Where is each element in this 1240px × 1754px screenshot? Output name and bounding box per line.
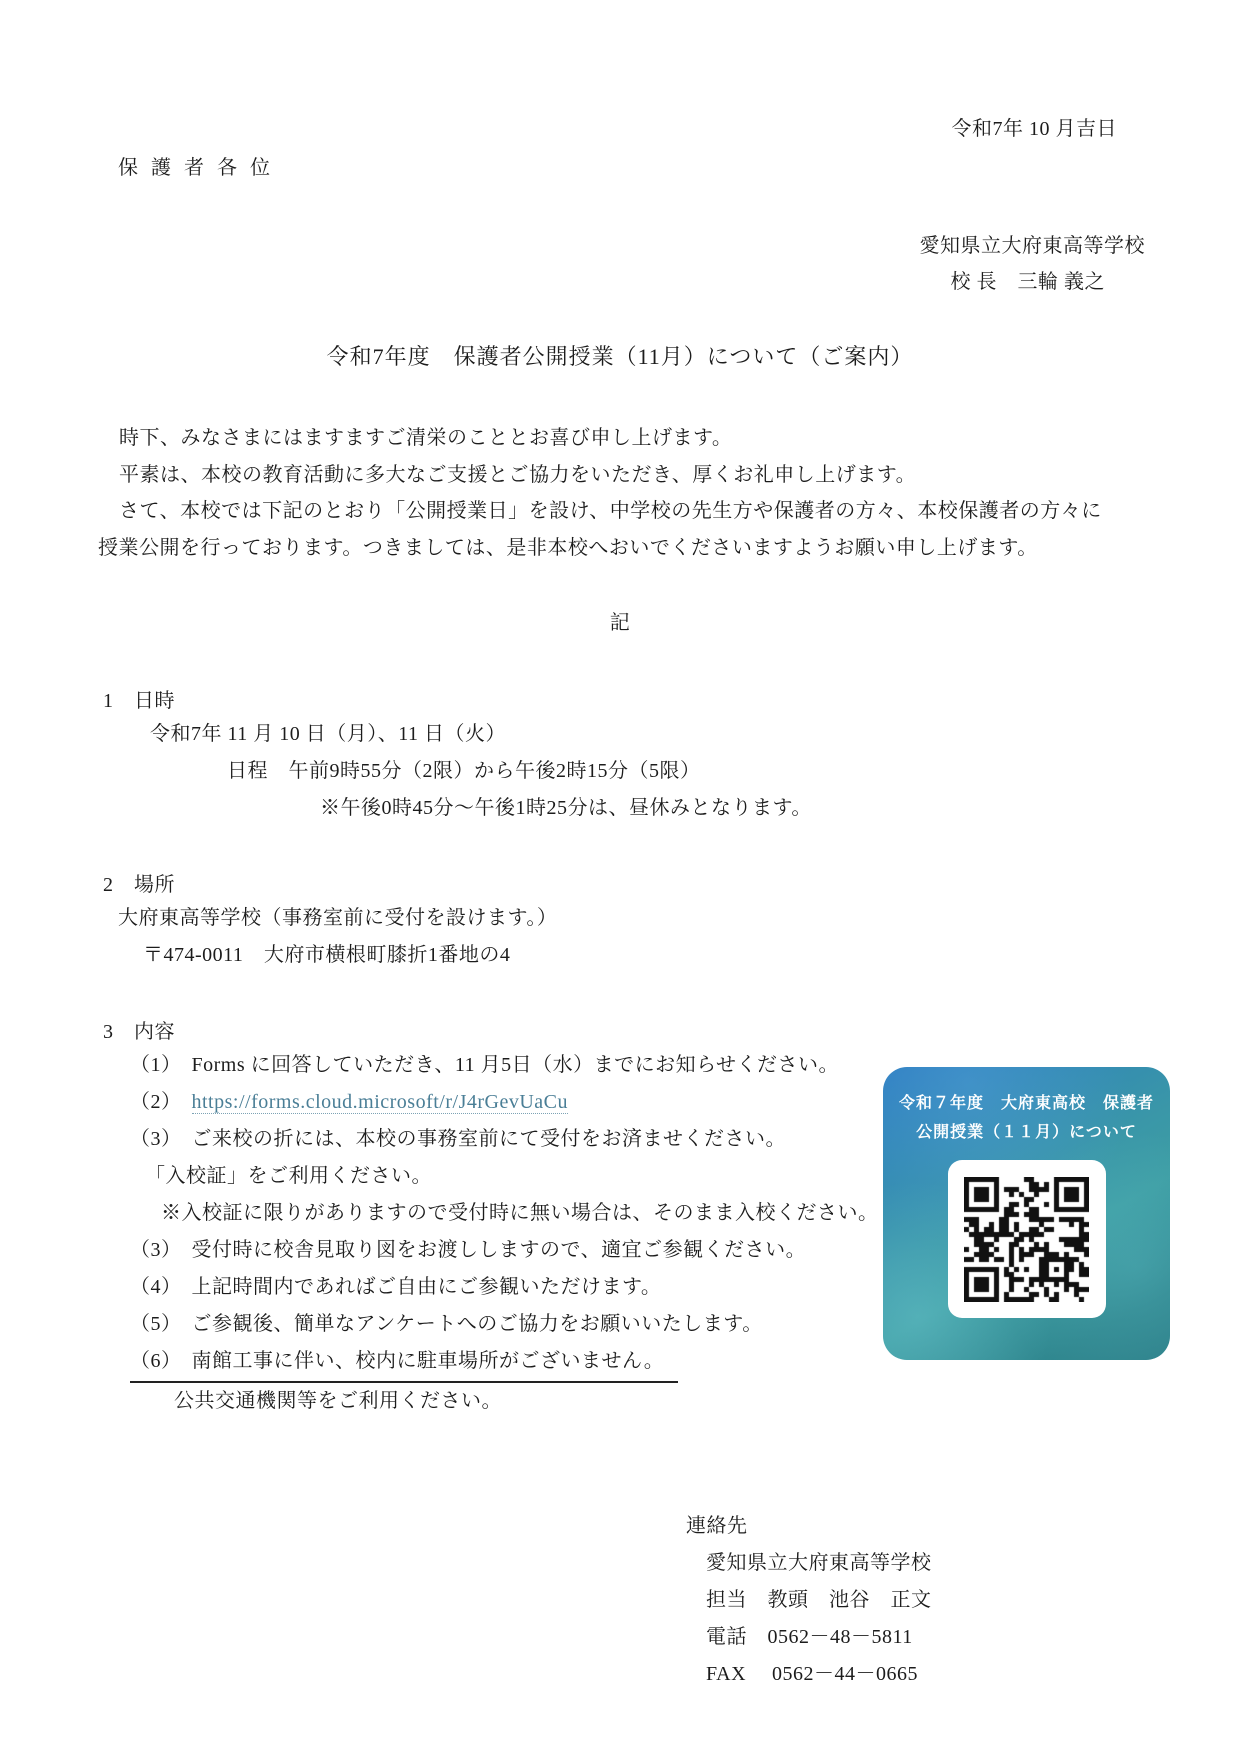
qr-card bbox=[883, 1067, 1170, 1360]
contact-school: 愛知県立大府東高等学校 bbox=[706, 1552, 932, 1574]
greeting-line: 授業公開を行っております。つきましては、是非本校へおいでくださいますようお願い申し上げます。 bbox=[98, 536, 1038, 559]
qr-card-title-line1: 令和７年度 大府東高校 保護者 bbox=[898, 1095, 1154, 1112]
item-marker: （3） bbox=[130, 1239, 182, 1261]
forms-link[interactable]: https://forms.cloud.microsoft/r/J4rGevUaCu bbox=[191, 1091, 569, 1113]
item-text: 受付時に校舎見取り図をお渡ししますので、適宜ご参観ください。 bbox=[191, 1239, 807, 1261]
greeting-paragraph bbox=[98, 420, 1182, 566]
item-marker: （5） bbox=[130, 1313, 182, 1335]
item-text: 南館工事に伴い、校内に駐車場所がございません。 bbox=[191, 1350, 665, 1372]
contact-fax: FAX 0562－44－0665 bbox=[706, 1663, 919, 1685]
qr-card-title bbox=[883, 1067, 1170, 1147]
item-text: ご参観後、簡単なアンケートへのご協力をお願いいたします。 bbox=[191, 1313, 763, 1335]
content-item-3-sub: 「入校証」をご利用ください。 bbox=[145, 1165, 432, 1187]
qr-code bbox=[964, 1177, 1089, 1302]
record-mark: 記 bbox=[609, 612, 631, 634]
section-heading-content: 3 内容 bbox=[103, 1021, 175, 1043]
qr-card-title-line2: 公開授業（１１月）について bbox=[916, 1124, 1137, 1141]
greeting-line: 平素は、本校の教育活動に多大なご支援とご協力をいただき、厚くお礼申し上げます。 bbox=[119, 463, 917, 486]
content-item-3-note: ※入校証に限りがありますので受付時に無い場合は、そのまま入校ください。 bbox=[161, 1202, 879, 1224]
greeting-line: 時下、みなさまにはますますご清栄のこととお喜び申し上げます。 bbox=[119, 427, 733, 449]
item-text: Forms に回答していただき、11 月5日（水）までにお知らせください。 bbox=[191, 1054, 839, 1076]
document-title: 令和7年度 保護者公開授業（11月）について（ご案内） bbox=[326, 344, 914, 369]
greeting-line: さて、本校では下記のとおり「公開授業日」を設け、中学校の先生方や保護者の方々、本校保護者の方々に bbox=[119, 500, 1102, 522]
no-parking-underline bbox=[130, 1343, 678, 1383]
item-marker: （3） bbox=[130, 1128, 182, 1150]
place-name: 大府東高等学校（事務室前に受付を設けます。） bbox=[118, 907, 558, 929]
section-heading-place: 2 場所 bbox=[103, 874, 175, 896]
item-marker: （6） bbox=[130, 1350, 182, 1372]
datetime-dates: 令和7年 11 月 10 日（月）、11 日（火） bbox=[150, 723, 507, 745]
datetime-schedule: 日程 午前9時55分（2限）から午後2時15分（5限） bbox=[227, 760, 701, 782]
sender-principal-name: 校 長 三輪 義之 bbox=[950, 271, 1105, 293]
content-item-7-cont: 公共交通機関等をご利用ください。 bbox=[174, 1390, 502, 1412]
contact-person: 担当 教頭 池谷 正文 bbox=[706, 1589, 932, 1611]
section-heading-datetime: 1 日時 bbox=[103, 690, 175, 712]
contact-heading: 連絡先 bbox=[686, 1515, 748, 1537]
item-text: 上記時間内であればご自由にご参観いただけます。 bbox=[191, 1276, 662, 1298]
qr-panel bbox=[948, 1160, 1106, 1318]
date-line: 令和7年 10 月吉日 bbox=[951, 118, 1117, 140]
place-address: 〒474-0011 大府市横根町膝折1番地の4 bbox=[143, 944, 511, 966]
sender-school-name: 愛知県立大府東高等学校 bbox=[919, 235, 1145, 257]
item-marker: （2） bbox=[130, 1091, 182, 1113]
item-text: ご来校の折には、本校の事務室前にて受付をお済ませください。 bbox=[191, 1128, 786, 1150]
contact-tel: 電話 0562－48－5811 bbox=[706, 1626, 913, 1648]
contact-block bbox=[686, 1508, 1240, 1693]
addressee: 保 護 者 各 位 bbox=[118, 157, 274, 179]
item-marker: （1） bbox=[130, 1054, 182, 1076]
item-marker: （4） bbox=[130, 1276, 182, 1298]
datetime-lunch-note: ※午後0時45分～午後1時25分は、昼休みとなります。 bbox=[320, 797, 812, 819]
